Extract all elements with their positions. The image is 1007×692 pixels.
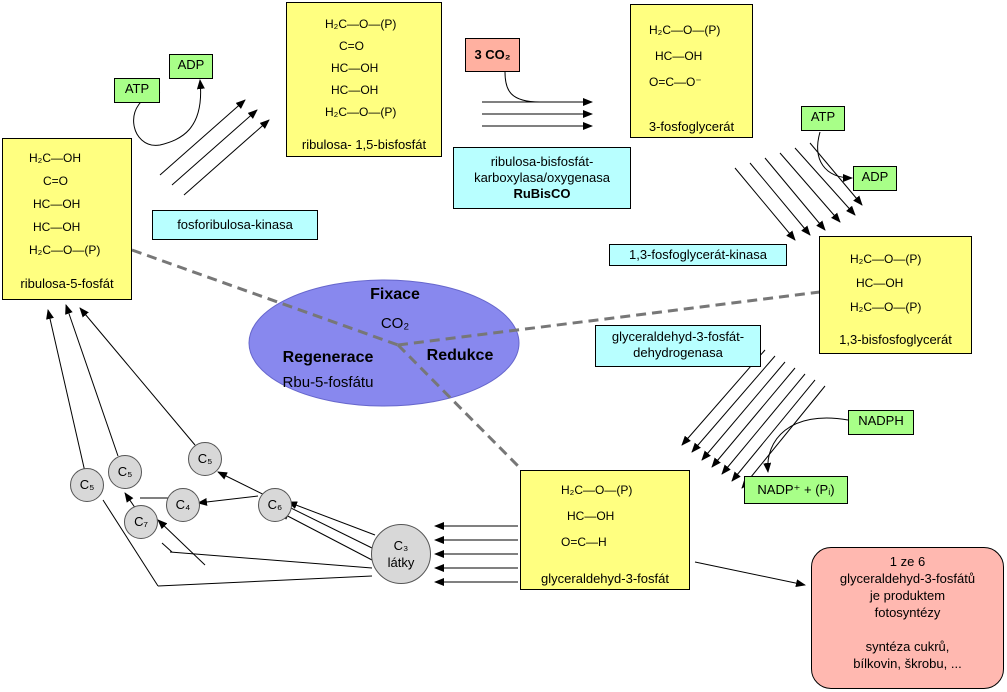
gapdh-arrows	[682, 350, 825, 488]
cofactor-nadph	[848, 410, 914, 435]
c3-pool-node	[371, 524, 431, 584]
rubp-line-2: C=O	[339, 39, 365, 53]
rubp-structure	[325, 13, 396, 123]
atp-adp-curve-2	[818, 132, 852, 178]
c5-node-2	[108, 455, 142, 489]
ru5p-line-1: H₂C—OH	[29, 151, 81, 165]
rubp-line-3: HC—OH	[331, 61, 379, 75]
nadph-curve	[768, 418, 848, 472]
c3-pool-label: C₃	[393, 538, 409, 553]
cofactor-nadp	[744, 476, 848, 504]
c5-node-3-label: C₅	[197, 451, 213, 466]
cycle-reduction-label: Redukce	[426, 347, 494, 364]
product-line-2: glyceraldehyd-3-fosfátů	[839, 571, 976, 586]
cofactor-atp-2	[801, 106, 845, 131]
c4-node	[166, 488, 200, 522]
g3p-line-3: O=C—H	[561, 535, 607, 549]
cofactor-atp-1-label: ATP	[124, 81, 150, 96]
cofactor-atp-2-label: ATP	[810, 109, 836, 124]
c6-node-label: C₆	[267, 497, 283, 512]
enzyme-rubisco-line2: karboxylasa/oxygenasa	[474, 170, 610, 185]
enzyme-pgk	[609, 244, 787, 266]
product-line-5: syntéza cukrů,	[865, 639, 950, 654]
co2-curve	[505, 72, 540, 102]
g3p-name: glyceraldehyd-3-fosfát	[541, 571, 669, 586]
compound-ru5p	[2, 138, 132, 300]
ru5p-line-5: H₂C—O—(P)	[29, 243, 101, 257]
cofactor-nadph-label: NADPH	[858, 413, 904, 428]
cycle-regeneration-label: Regenerace	[282, 349, 374, 366]
product-box	[811, 547, 1004, 689]
prk-arrows	[160, 100, 269, 195]
bpg-line-3: H₂C—O—(P)	[850, 300, 922, 314]
enzyme-rubisco	[453, 147, 631, 209]
c5-node-2-label: C₅	[117, 464, 133, 479]
ru5p-line-3: HC—OH	[33, 197, 81, 211]
pga-name: 3-fosfoglycerát	[648, 119, 735, 134]
product-line-3: je produktem	[869, 588, 946, 603]
c7-node-label: C₇	[134, 514, 148, 529]
g3p-line-2: HC—OH	[567, 509, 615, 523]
bpg-line-2: HC—OH	[856, 276, 904, 290]
cofactor-adp-1	[169, 54, 213, 79]
enzyme-rubisco-abbr: RuBisCO	[513, 186, 571, 201]
enzyme-prk-label: fosforibulosa-kinasa	[177, 217, 293, 232]
c7-node	[124, 505, 158, 539]
cycle-fixation-sub: CO₂	[380, 315, 410, 332]
g3p-to-c3-arrows	[435, 526, 518, 582]
cofactor-nadp-label: NADP⁺ + (Pᵢ)	[757, 482, 835, 497]
pga-line-1: H₂C—O—(P)	[649, 23, 721, 37]
cofactor-adp-1-label: ADP	[177, 57, 205, 72]
enzyme-gapdh	[595, 325, 761, 367]
g3p-structure	[561, 477, 632, 555]
pga-line-3: O=C—O⁻	[649, 75, 702, 89]
enzyme-gapdh-line2: dehydrogenasa	[633, 345, 723, 360]
compound-g3p	[520, 470, 690, 590]
product-line-1: 1 ze 6	[889, 554, 926, 569]
ru5p-structure	[29, 147, 100, 262]
g3p-line-1: H₂C—O—(P)	[561, 483, 633, 497]
cofactor-co2-label: 3 CO₂	[474, 47, 511, 62]
compound-bpg	[819, 236, 972, 354]
rubp-line-5: H₂C—O—(P)	[325, 105, 397, 119]
c3-pool-sublabel: látky	[387, 555, 415, 570]
ru5p-name: ribulosa-5-fosfát	[20, 276, 114, 291]
pga-line-2: HC—OH	[655, 49, 703, 63]
c6-node	[258, 488, 292, 522]
enzyme-prk	[152, 210, 318, 240]
cofactor-co2	[465, 38, 520, 72]
bpg-line-1: H₂C—O—(P)	[850, 252, 922, 266]
cofactor-adp-2	[853, 166, 897, 191]
product-line-6: bílkovin, škrobu, ...	[853, 656, 962, 671]
product-arrow	[695, 562, 805, 585]
pga-structure	[649, 17, 720, 95]
cofactor-adp-2-label: ADP	[861, 169, 889, 184]
pgk-arrows	[735, 143, 862, 240]
rubp-name: ribulosa- 1,5-bisfosfát	[301, 137, 427, 152]
bpg-structure	[850, 247, 921, 319]
cycle-regeneration-sub: Rbu-5-fosfátu	[282, 374, 374, 391]
c5-node-1	[70, 468, 104, 502]
rubisco-arrows	[482, 102, 592, 126]
enzyme-gapdh-line1: glyceraldehyd-3-fosfát-	[611, 329, 745, 344]
enzyme-pgk-label: 1,3-fosfoglycerát-kinasa	[628, 247, 767, 262]
cofactor-atp-1	[114, 78, 160, 103]
compound-rubp	[286, 2, 442, 157]
rubp-line-1: H₂C—O—(P)	[325, 17, 397, 31]
c5-node-3	[188, 442, 222, 476]
ru5p-line-4: HC—OH	[33, 220, 81, 234]
product-line-4: fotosyntézy	[874, 605, 941, 620]
c5-node-1-label: C₅	[79, 477, 95, 492]
cycle-fixation-label: Fixace	[370, 286, 420, 303]
bpg-name: 1,3-bisfosfoglycerát	[839, 332, 952, 347]
compound-pga	[630, 4, 753, 138]
ru5p-line-2: C=O	[43, 174, 69, 188]
rubp-line-4: HC—OH	[331, 83, 379, 97]
enzyme-rubisco-line1: ribulosa-bisfosfát-	[490, 154, 594, 169]
c4-node-label: C₄	[175, 497, 191, 512]
